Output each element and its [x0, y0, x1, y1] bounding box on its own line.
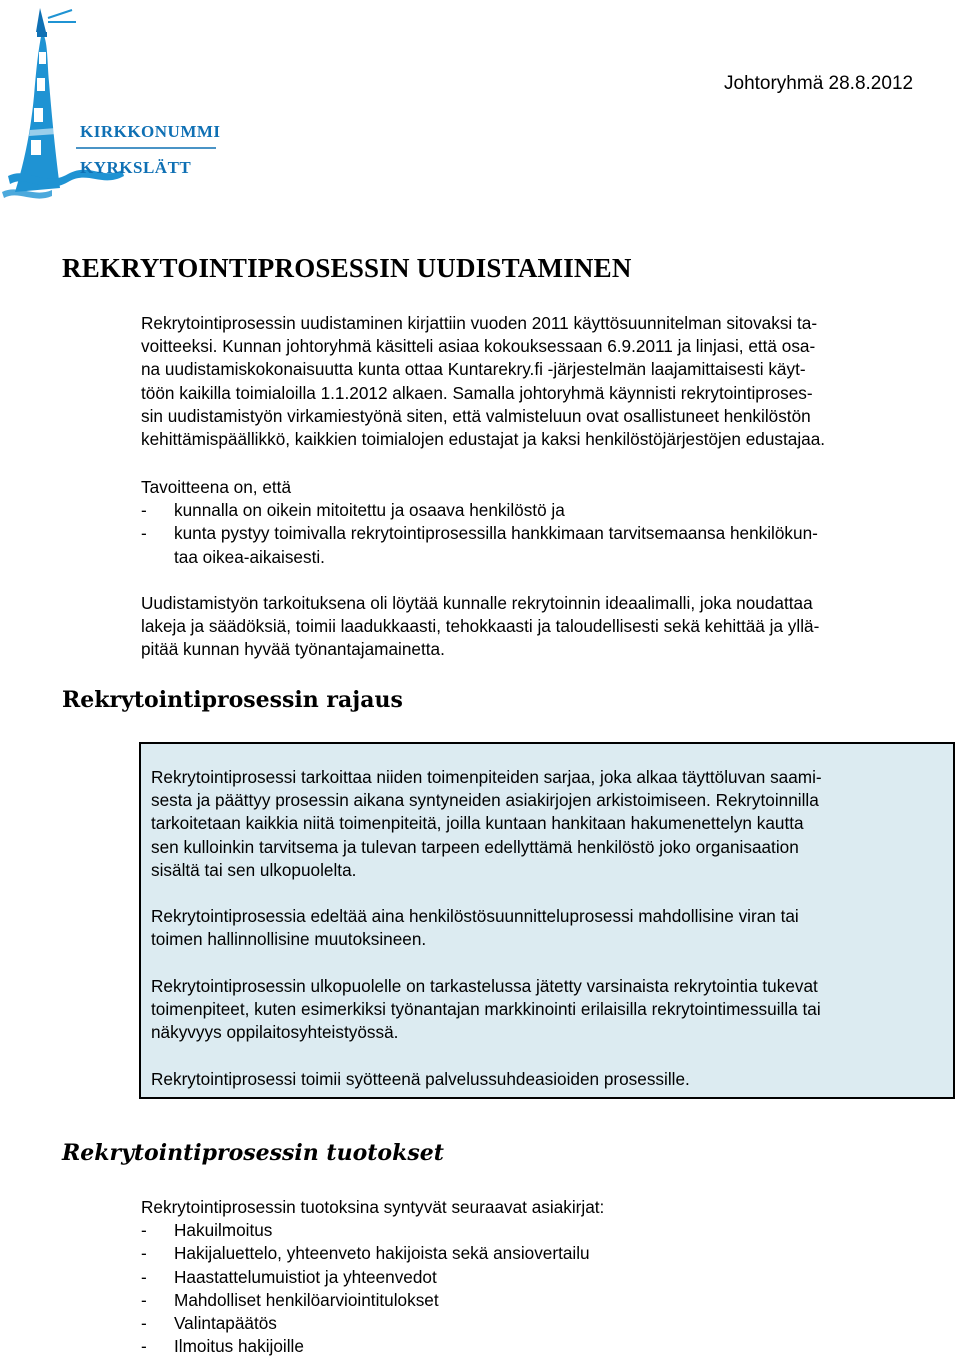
outputs-section	[141, 1196, 941, 1358]
intro-paragraph: Rekrytointiprosessin uudistaminen kirjattiin vuoden 2011 käyttösuunnitelman sitovaksi ta- voitteeksi. Kunnan johtoryhmä käsitteli asiaa kokouksessaan 6.9.2011 ja linjasi, että osa- na uudistamiskokonaisuutta kunta ottaa Kuntarekry.fi -järjestelmän laajamittaisesti käyt- töön kaikilla toimialoilla 1.1.2012 alkaen. Samalla johtoryhmä käynnisti rekrytointiproses- sin uudistamistyön virkamiestyönä siten, että valmisteluun ovat osallistuneet henkilöstön kehittämispäällikkö, kaikkien toimialojen edustajat ja kaksi henkilöstöjärjestöjen edustajaa.	[141, 313, 826, 450]
section-heading-outputs: Rekrytointiprosessin tuotokset	[62, 1140, 444, 1166]
scope-paragraph: Rekrytointiprosessi tarkoittaa niiden toimenpiteiden sarjaa, joka alkaa täyttöluvan saami- sesta ja päättyy prosessin aikana syntyneiden asiakirjojen arkistoimiseen. Rekrytoinnilla tarkoitetaan kaikkia niitä toimenpiteitä, joilla kuntaan hankitaan hakumenettelyn kautta sen kulloinkin tarvitsema ja tulevan tarpeen edellyttämä henkilöstö joko organisaation sisältä tai sen ulkopuolelta.	[151, 767, 822, 880]
logo-text-line2: KYRKSLÄTT	[80, 158, 192, 177]
scope-paragraph: Rekrytointiprosessia edeltää aina henkilöstösuunnitteluprosessi mahdollisine viran tai toimen hallinnollisine muutoksineen.	[151, 906, 799, 950]
scope-paragraph: Rekrytointiprosessi toimii syötteenä palvelussuhdeasioiden prosessille.	[151, 1069, 690, 1089]
list-item: - kunnalla on oikein mitoitettu ja osaava henkilöstö ja	[141, 500, 565, 521]
scope-box	[139, 742, 955, 1099]
list-item: - Hakijaluettelo, yhteenveto hakijoista sekä ansiovertailu	[141, 1243, 590, 1264]
purpose-paragraph: Uudistamistyön tarkoituksena oli löytää kunnalle rekrytoinnin ideaalimalli, joka noudattaa lakeja ja säädöksiä, toimii laadukkaasti, tehokkaasti ja taloudellisesti sekä kehittää ja yllä- pitää kunnan hyvää työnantajamainetta.	[141, 593, 820, 660]
list-item: - Haastattelumuistiot ja yhteenvedot	[141, 1266, 437, 1287]
list-item: - Ilmoitus hakijoille	[141, 1336, 304, 1357]
goals-section	[141, 476, 941, 569]
scope-paragraph: Rekrytointiprosessin ulkopuolelle on tarkastelussa jätetty varsinaista rekrytointia tukevat toimenpiteet, kuten esimerkiksi työnantajan markkinointi erilaisilla rekrytointimessuilla tai näkyvyys oppilaitosyhteistyössä.	[151, 976, 821, 1043]
outputs-intro: Rekrytointiprosessin tuotoksina syntyvät seuraavat asiakirjat:	[141, 1197, 605, 1217]
list-item: - Hakuilmoitus	[141, 1220, 273, 1241]
section-heading-scope: Rekrytointiprosessin rajaus	[62, 687, 403, 713]
list-item: - kunta pystyy toimivalla rekrytointiprosessilla hankkimaan tarvitsemaansa henkilökun- taa oikea-aikaisesti.	[141, 523, 818, 567]
page-title: REKRYTOINTIPROSESSIN UUDISTAMINEN	[62, 253, 632, 283]
kirkkonummi-logo	[0, 0, 230, 200]
logo-text-line1: KIRKKONUMMI	[80, 122, 221, 141]
list-item: - Valintapäätös	[141, 1313, 277, 1334]
goals-intro: Tavoitteena on, että	[141, 477, 292, 497]
document-meta: Johtoryhmä 28.8.2012	[724, 73, 914, 94]
list-item: - Mahdolliset henkilöarviointitulokset	[141, 1289, 439, 1310]
